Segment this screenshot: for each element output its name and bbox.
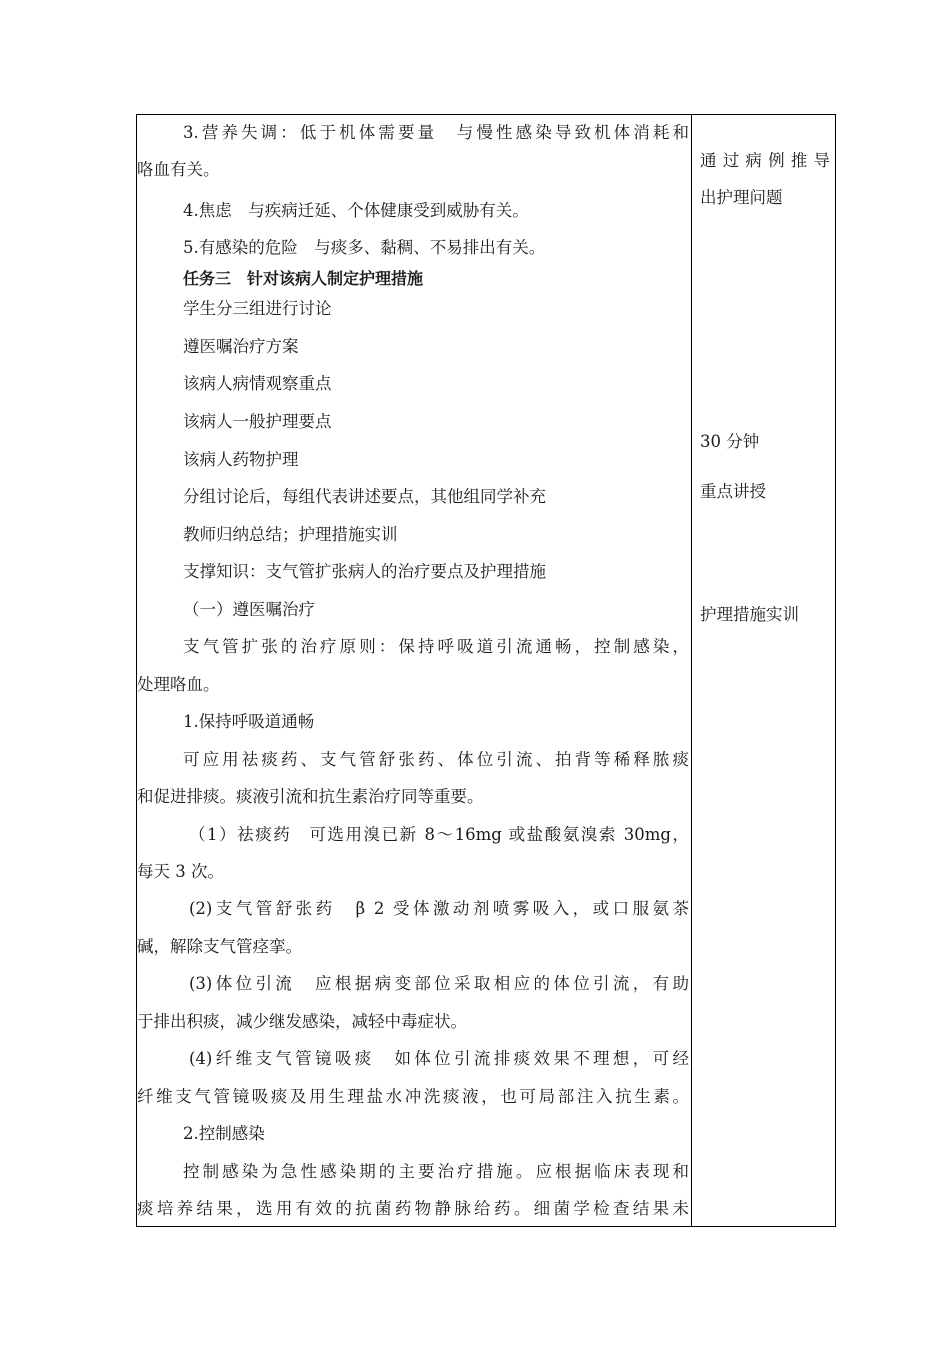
text-line: 和促进排痰。痰液引流和抗生素治疗同等重要。 [137,787,484,806]
note-line: 出护理问题 [700,188,783,207]
note-line: 重点讲授 [700,482,766,501]
note-line: 护理措施实训 [700,605,799,624]
content-column [137,115,691,1226]
text-line: 3.营养失调：低于机体需要量 与慢性感染导致机体消耗和 [183,123,689,142]
text-line: 5.有感染的危险 与痰多、黏稠、不易排出有关。 [183,238,546,257]
text-line: 咯血有关。 [137,160,220,179]
text-line: 该病人病情观察重点 [183,374,332,393]
text-line: （1）祛痰药 可选用溴已新 8～16mg 或盐酸氨溴索 30mg， [189,825,689,844]
text-line: 2.控制感染 [183,1124,265,1143]
text-line: 遵医嘱治疗方案 [183,337,299,356]
text-line: 支气管扩张的治疗原则：保持呼吸道引流通畅，控制感染， [183,637,689,656]
note-line: 通过病例推导 [700,151,830,170]
text-line: 处理咯血。 [137,675,220,694]
text-line: 纤维支气管镜吸痰及用生理盐水冲洗痰液，也可局部注入抗生素。 [137,1087,689,1106]
text-line: 痰培养结果，选用有效的抗菌药物静脉给药。细菌学检查结果未 [137,1199,689,1218]
text-line: 教师归纳总结；护理措施实训 [183,525,398,544]
text-line: (2)支气管舒张药 β 2 受体激动剂喷雾吸入，或口服氨茶 [189,899,689,918]
notes-column [692,115,835,1226]
text-line: 于排出积痰，减少继发感染，减轻中毒症状。 [137,1012,467,1031]
text-line: 支撑知识：支气管扩张病人的治疗要点及护理措施 [183,562,546,581]
text-line: (4)纤维支气管镜吸痰 如体位引流排痰效果不理想，可经 [189,1049,689,1068]
text-line: （一）遵医嘱治疗 [183,600,315,619]
lesson-plan-table [136,114,836,1227]
text-line: (3)体位引流 应根据病变部位采取相应的体位引流，有助 [189,974,689,993]
text-line: 该病人药物护理 [183,450,299,469]
text-line: 分组讨论后，每组代表讲述要点，其他组同学补充 [183,487,546,506]
text-line: 1.保持呼吸道通畅 [183,712,315,731]
text-line: 可应用祛痰药、支气管舒张药、体位引流、拍背等稀释脓痰 [183,750,689,769]
text-line: 该病人一般护理要点 [183,412,332,431]
text-line: 控制感染为急性感染期的主要治疗措施。应根据临床表现和 [183,1162,689,1181]
text-line: 学生分三组进行讨论 [183,299,332,318]
text-line: 碱，解除支气管痉挛。 [137,937,302,956]
text-line: 每天 3 次。 [137,862,224,881]
text-line: 4.焦虑 与疾病迁延、个体健康受到威胁有关。 [183,201,529,220]
duration-note: 30 分钟 [700,432,760,451]
task-heading: 任务三 针对该病人制定护理措施 [183,269,424,288]
